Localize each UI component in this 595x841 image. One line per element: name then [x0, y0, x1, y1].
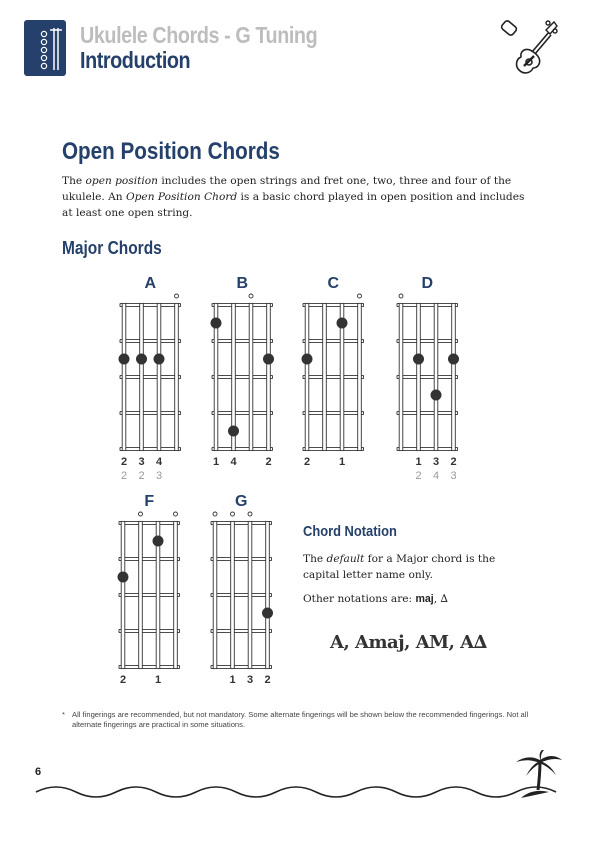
finger-dot	[262, 608, 273, 619]
fret-line	[119, 629, 180, 632]
fret-line	[120, 411, 181, 414]
string-line	[452, 303, 456, 450]
string-line	[248, 521, 252, 668]
alt-finger-number: 2	[138, 470, 145, 482]
string-line	[358, 303, 362, 450]
finger-number: 3	[246, 674, 254, 686]
open-string-marker	[358, 294, 362, 298]
finger-number: 3	[432, 456, 440, 468]
string-line	[140, 303, 144, 450]
open-string-marker	[231, 512, 235, 516]
finger-number: 1	[229, 674, 236, 686]
alt-finger-number: 3	[155, 470, 163, 482]
fret-line	[212, 411, 273, 414]
finger-dot	[153, 536, 164, 547]
book-title: Ukulele Chords - G Tuning	[80, 22, 318, 48]
finger-number: 4	[155, 456, 163, 468]
notation-other-text: Other notations are: maj, ∆	[303, 593, 448, 605]
open-string-marker	[248, 512, 252, 516]
fret-line	[211, 521, 272, 524]
finger-dot	[263, 354, 274, 365]
fret-line	[211, 593, 272, 596]
chord-name-c: C	[327, 275, 340, 292]
open-string-marker	[213, 512, 217, 516]
major-chords-heading: Major Chords	[62, 238, 162, 258]
chord-name-b: B	[236, 275, 249, 292]
intro-paragraph: The open position includes the open strings and fret one, two, three and four of the ukulele. An Open Position Chord is a basic chord played in open position and includes at least one open string.	[62, 175, 525, 219]
section-title: Open Position Chords	[62, 138, 280, 165]
string-line	[174, 521, 178, 668]
alt-finger-number: 3	[450, 470, 457, 482]
open-string-marker	[174, 512, 178, 516]
string-line	[305, 303, 309, 450]
string-line	[231, 521, 235, 668]
string-line	[157, 303, 161, 450]
finger-dot	[302, 354, 313, 365]
fret-line	[303, 375, 364, 378]
footnote-text: All fingerings are recommended, but not mandatory. Some alternate fingerings will be shown below the recommended fingerings. Not all alternate fingerings are practical in some situations.	[72, 710, 529, 729]
finger-number: 2	[119, 674, 127, 686]
fret-line	[212, 339, 273, 342]
fret-line	[119, 665, 180, 668]
string-line	[267, 303, 271, 450]
fret-line	[212, 375, 273, 378]
open-string-marker	[399, 294, 403, 298]
fret-line	[212, 447, 273, 450]
string-line	[417, 303, 421, 450]
finger-number: 3	[138, 456, 145, 468]
alt-finger-number: 2	[415, 470, 422, 482]
finger-dot	[211, 318, 222, 329]
open-string-marker	[249, 294, 253, 298]
finger-dot	[136, 354, 147, 365]
finger-dot	[337, 318, 348, 329]
fret-line	[119, 593, 180, 596]
finger-number: 1	[154, 674, 162, 686]
fret-line	[120, 339, 181, 342]
fret-line	[211, 629, 272, 632]
string-line	[122, 303, 126, 450]
string-line	[434, 303, 438, 450]
finger-number: 2	[450, 456, 457, 468]
open-string-marker	[139, 512, 143, 516]
footnote	[62, 710, 542, 730]
fret-line	[211, 665, 272, 668]
finger-dot	[119, 354, 130, 365]
finger-dot	[154, 354, 165, 365]
fret-line	[119, 557, 180, 560]
finger-dot	[118, 572, 129, 583]
chord-notation-heading: Chord Notation	[303, 523, 397, 540]
string-line	[175, 303, 179, 450]
fret-line	[119, 521, 180, 524]
finger-number: 4	[230, 456, 237, 468]
chapter-title: Introduction	[80, 47, 191, 73]
finger-number: 1	[338, 456, 346, 468]
chord-name-d: D	[421, 275, 434, 292]
finger-dot	[431, 390, 442, 401]
fret-line	[120, 447, 181, 450]
chord-name-g: G	[235, 493, 248, 510]
fret-line	[303, 447, 364, 450]
fret-line	[120, 375, 181, 378]
fret-line	[397, 303, 458, 306]
fret-line	[212, 303, 273, 306]
finger-dot	[413, 354, 424, 365]
fret-line	[397, 339, 458, 342]
finger-number: 1	[415, 456, 422, 468]
fret-line	[397, 411, 458, 414]
finger-number: 2	[264, 674, 271, 686]
string-line	[213, 521, 217, 668]
finger-dot	[228, 426, 239, 437]
finger-number: 1	[212, 456, 220, 468]
notation-default-text: The default for a Major chord is the capital letter name only.	[303, 553, 496, 581]
chord-name-a: A	[144, 275, 157, 292]
fret-line	[397, 375, 458, 378]
fret-line	[120, 303, 181, 306]
finger-dot	[448, 354, 459, 365]
string-line	[266, 521, 270, 668]
fret-line	[303, 339, 364, 342]
notation-examples: A, Amaj, AM, A∆	[330, 632, 487, 653]
alt-finger-number: 2	[120, 470, 128, 482]
string-line	[139, 521, 143, 668]
string-line	[399, 303, 403, 450]
fret-line	[303, 411, 364, 414]
footnote-marker: *	[62, 710, 65, 719]
string-line	[323, 303, 327, 450]
page-number: 6	[35, 766, 42, 778]
fret-line	[397, 447, 458, 450]
footer-wave-decoration	[0, 750, 595, 841]
string-line	[121, 521, 125, 668]
fret-line	[303, 303, 364, 306]
finger-number: 2	[120, 456, 128, 468]
chord-name-f: F	[144, 493, 155, 510]
string-line	[249, 303, 253, 450]
alt-finger-number: 4	[432, 470, 440, 482]
finger-number: 2	[265, 456, 272, 468]
open-string-marker	[175, 294, 179, 298]
finger-number: 2	[303, 456, 311, 468]
fret-line	[211, 557, 272, 560]
